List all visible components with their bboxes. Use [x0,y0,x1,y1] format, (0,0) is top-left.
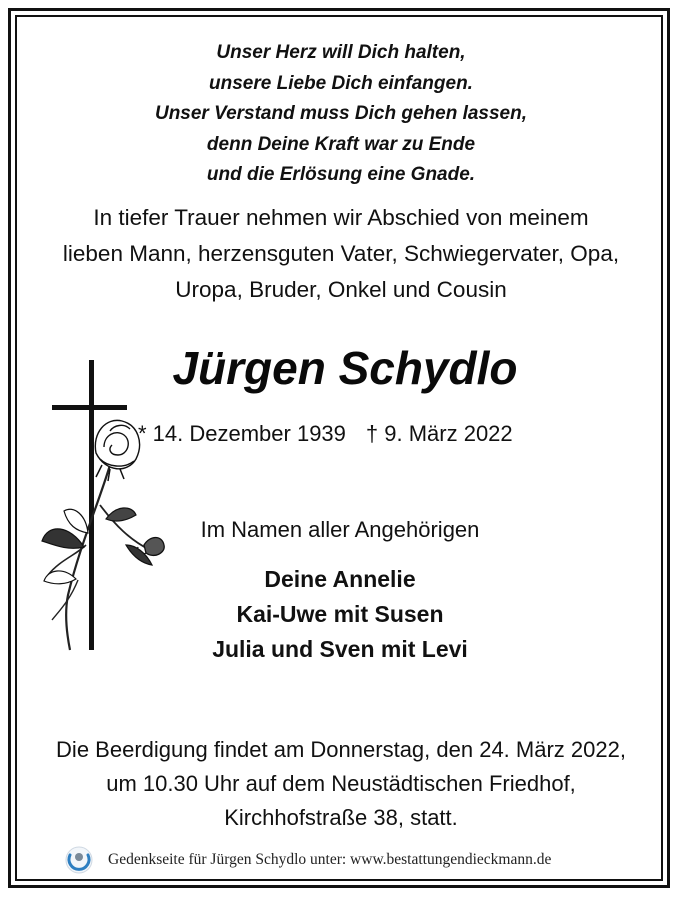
poem-line: unsere Liebe Dich einfangen. [209,72,473,94]
funeral-line: um 10.30 Uhr auf dem Neustädtischen Friedhof, [106,771,576,796]
mourner-name: Kai-Uwe mit Susen [236,601,444,627]
funeral-details [0,733,682,835]
poem [0,38,682,191]
announcement-line: lieben Mann, herzensguten Vater, Schwiegervater, Opa, [62,241,620,266]
funeral-line: Die Beerdigung findet am Donnerstag, den 24. März 2022, [56,737,626,762]
poem-line: Unser Herz will Dich halten, [216,42,466,63]
poem-line: Unser Verstand muss Dich gehen lassen, [154,103,528,124]
cross-with-rose-icon [40,355,170,655]
birth-date: * 14. Dezember 1939 [138,421,346,446]
announcement-line: Uropa, Bruder, Onkel und Cousin [175,277,507,302]
poem-line: denn Deine Kraft war zu Ende [206,133,476,155]
announcement-text [0,200,682,308]
death-date: † 9. März 2022 [365,421,513,446]
mourner-name: Julia und Sven mit Levi [212,636,468,662]
mourners-intro: Im Namen aller Angehörigen [200,517,480,542]
mourners-list [160,562,520,667]
life-dates [138,418,558,450]
announcement-line: In tiefer Trauer nehmen wir Abschied von meinem [93,205,589,230]
poem-line: und die Erlösung eine Gnade. [206,164,476,185]
memorial-footer[interactable] [64,845,654,875]
funeral-line: Kirchhofstraße 38, statt. [224,805,458,830]
memorial-page-link[interactable]: Gedenkseite für Jürgen Schydlo unter: www.bestattungendieckmann.de [108,851,552,868]
mourner-name: Deine Annelie [264,566,416,592]
deceased-name: Jürgen Schydlo [172,342,518,394]
memorial-logo-icon [64,845,94,875]
